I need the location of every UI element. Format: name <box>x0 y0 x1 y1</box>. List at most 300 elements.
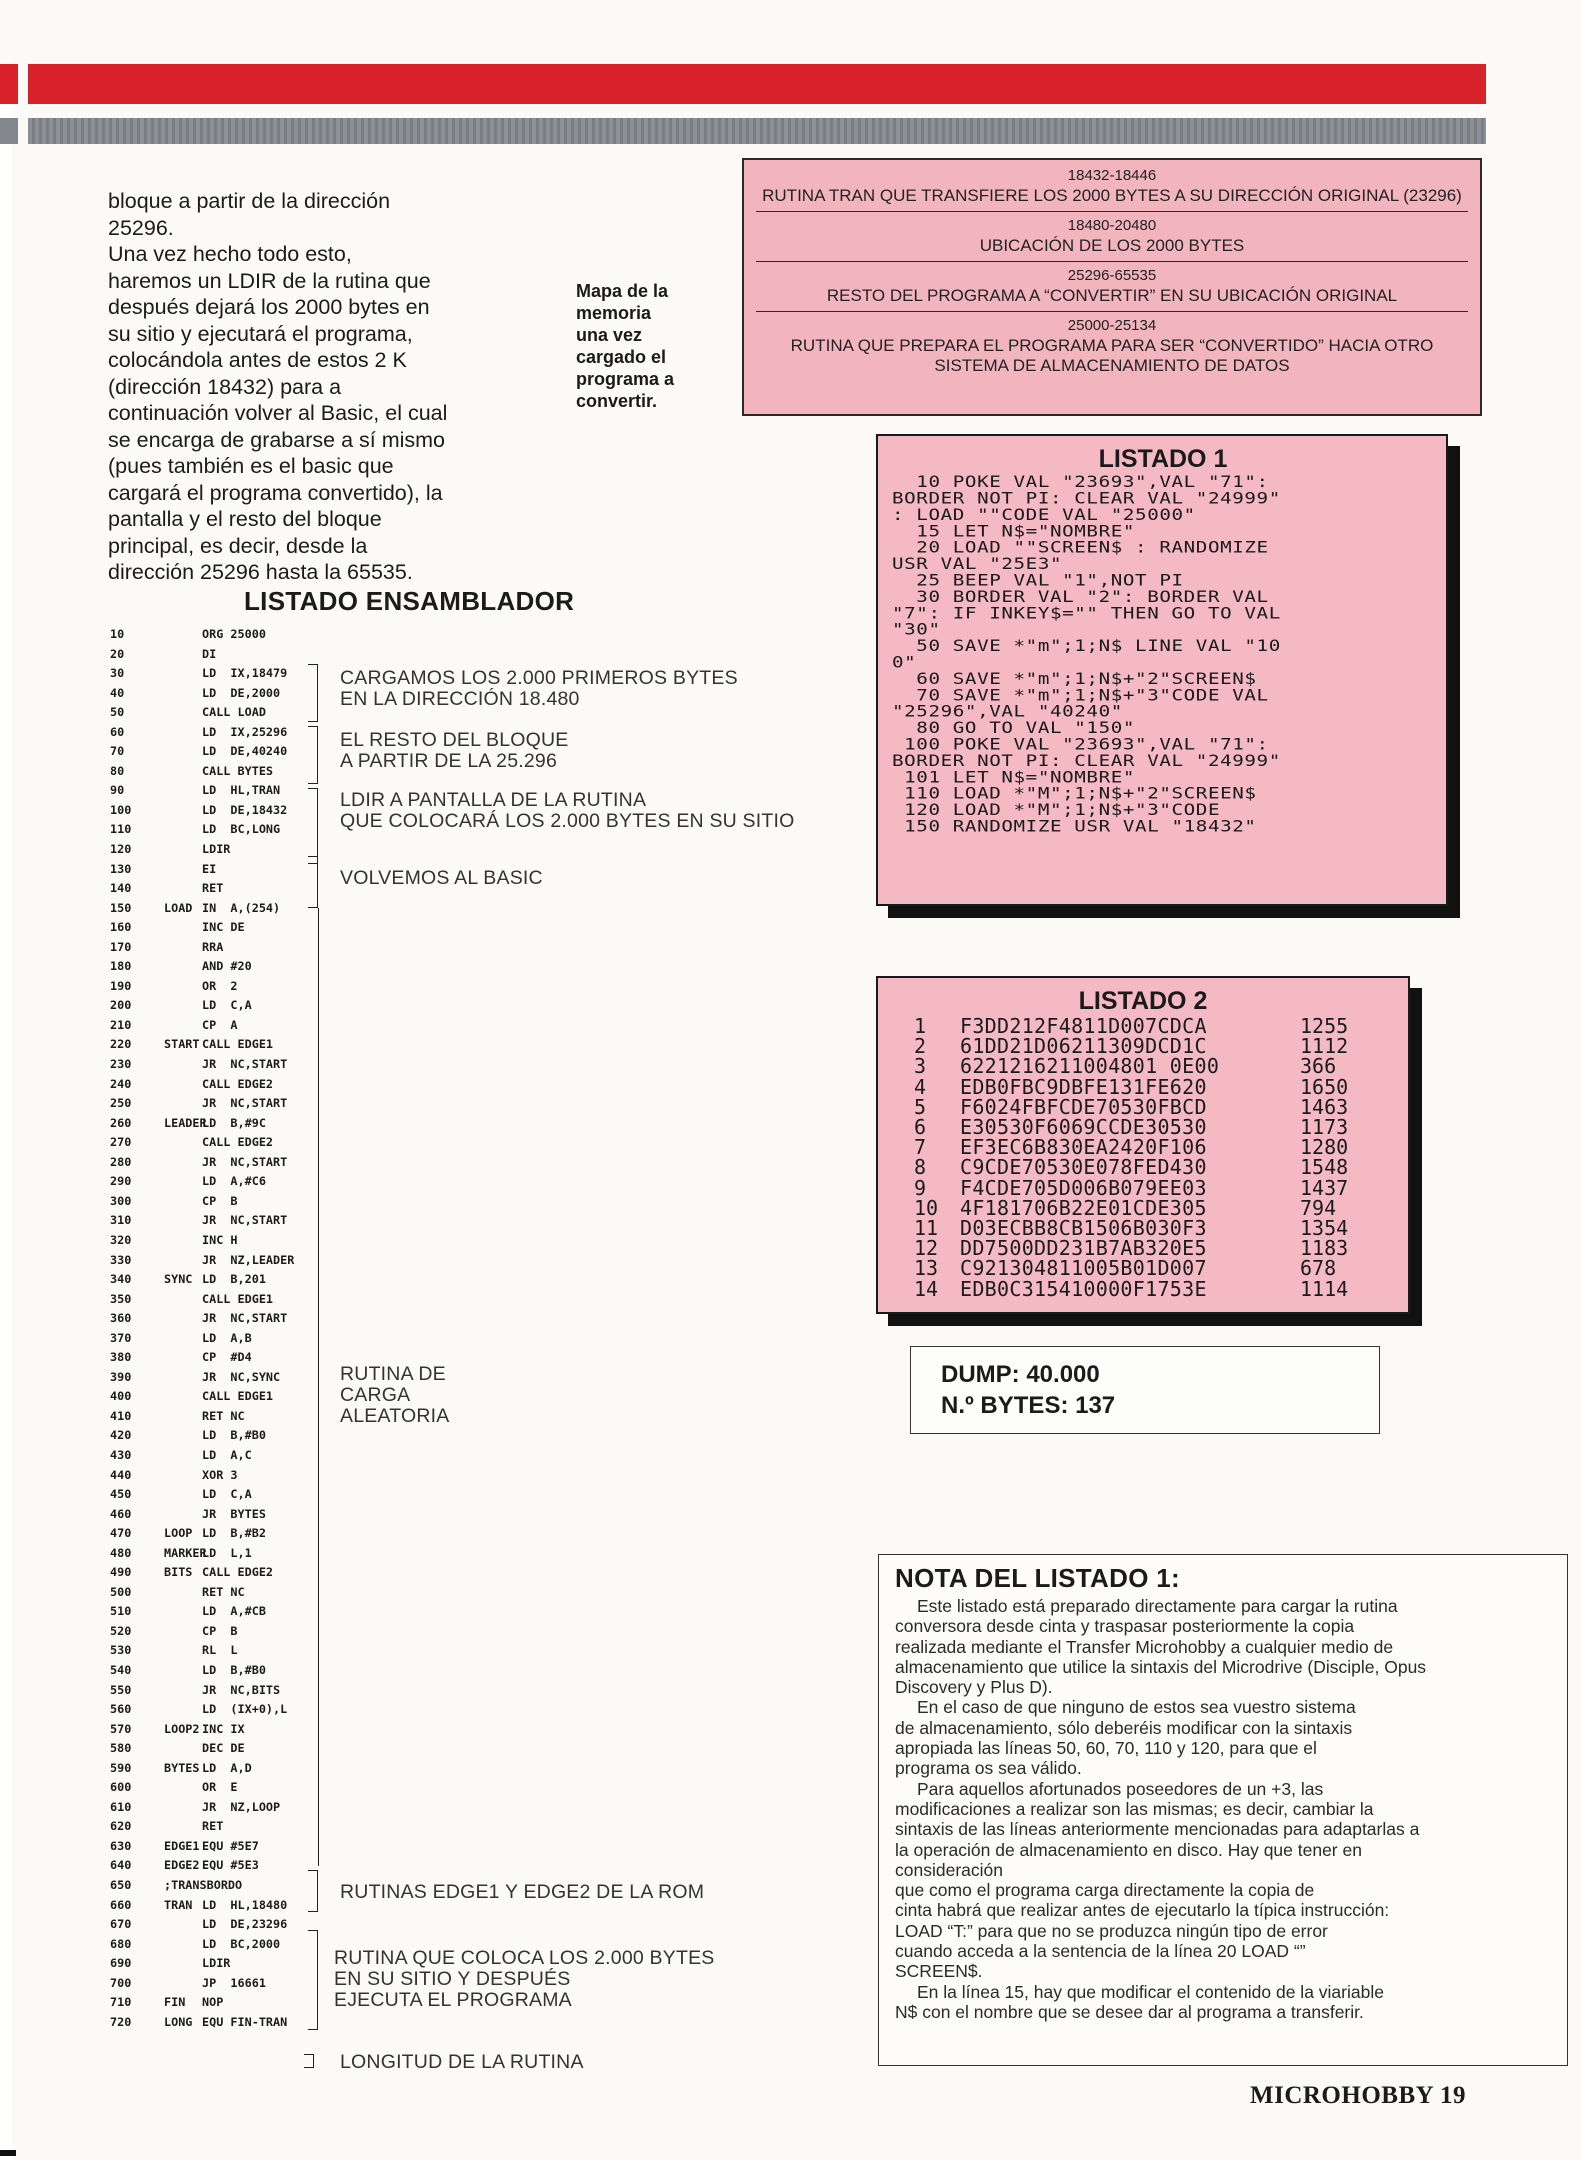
asm-line <box>110 1741 310 1761</box>
checksum: 678 <box>1300 1256 1337 1281</box>
bracket <box>308 788 318 864</box>
listado-2-title: LISTADO 2 <box>1078 987 1208 1015</box>
asm-line <box>110 1761 310 1781</box>
line-number: 5 <box>914 1094 927 1119</box>
asm-line <box>110 1917 310 1937</box>
asm-label: BYTES <box>164 1760 200 1775</box>
memory-range: 18480-20480 <box>1067 217 1157 234</box>
asm-line <box>110 1370 310 1390</box>
asm-line-number: 270 <box>110 1135 132 1150</box>
asm-line-number: 100 <box>110 802 132 817</box>
dump-box <box>910 1346 1380 1434</box>
asm-line <box>110 1819 310 1839</box>
asm-line-number: 110 <box>110 822 132 837</box>
asm-line-number: 50 <box>110 705 125 720</box>
listado-2-row <box>914 1016 1348 1036</box>
divider <box>756 261 1468 262</box>
hex-data: 61DD21D06211309DCD1C <box>960 1034 1207 1059</box>
asm-line <box>110 666 310 686</box>
listado-2-row <box>914 1238 1348 1258</box>
checksum: 1280 <box>1300 1135 1349 1160</box>
memory-map-entry <box>754 216 1470 256</box>
asm-instruction: JR NC,START <box>202 1057 288 1072</box>
asm-instruction: EQU #5E7 <box>202 1838 259 1853</box>
asm-line <box>110 1311 310 1331</box>
memory-range: 25296-65535 <box>1067 267 1157 284</box>
asm-instruction: LD B,#B0 <box>202 1428 266 1443</box>
asm-instruction: JR NC,START <box>202 1213 288 1228</box>
asm-line <box>110 1487 310 1507</box>
dump-address: DUMP: 40.000 <box>941 1361 1100 1388</box>
asm-line-number: 170 <box>110 939 132 954</box>
asm-line-number: 290 <box>110 1174 132 1189</box>
asm-instruction: JR NC,SYNC <box>202 1369 281 1384</box>
asm-instruction: LD A,B <box>202 1330 252 1345</box>
hex-data: 4F181706B22E01CDE305 <box>960 1195 1207 1220</box>
page-footer: MICROHOBBY 19 <box>1250 2082 1466 2109</box>
asm-line-number: 330 <box>110 1252 132 1267</box>
nota-box <box>878 1554 1568 2066</box>
asm-line-number: 20 <box>110 646 125 661</box>
asm-comment: RUTINA DE CARGA ALEATORIA <box>340 1363 450 1427</box>
asm-line-number: 440 <box>110 1467 132 1482</box>
asm-line <box>110 1937 310 1957</box>
asm-instruction: LD B,#B2 <box>202 1526 266 1541</box>
asm-line <box>110 1135 310 1155</box>
asm-line <box>110 1663 310 1683</box>
nota-paragraph: En el caso de que ninguno de estos sea vuestro sistema de almacenamiento, sólo deberéis modificar con la sintaxis apropiada las líneas 50, 60, 70, 110 y 120, para que el programa os sea válido. <box>895 1697 1356 1779</box>
asm-line-number: 500 <box>110 1584 132 1599</box>
asm-line-number: 490 <box>110 1565 132 1580</box>
asm-line-number: 320 <box>110 1232 132 1247</box>
checksum: 366 <box>1300 1054 1337 1079</box>
hex-data: EF3EC6B830EA2420F106 <box>960 1135 1207 1160</box>
asm-line <box>110 1722 310 1742</box>
listado-2-row <box>914 1178 1348 1198</box>
asm-instruction: DEC DE <box>202 1741 245 1756</box>
asm-line-number: 520 <box>110 1623 132 1638</box>
asm-line-number: 720 <box>110 2014 132 2029</box>
asm-label: SYNC <box>164 1272 193 1287</box>
asm-line <box>110 842 310 862</box>
asm-line <box>110 979 310 999</box>
memory-map-entry <box>754 266 1470 306</box>
listado-2-row <box>914 1077 1348 1097</box>
asm-line <box>110 1428 310 1448</box>
asm-comment: LDIR A PANTALLA DE LA RUTINA QUE COLOCARÁ LOS 2.000 BYTES EN SU SITIO <box>340 789 795 832</box>
asm-instruction: CALL EDGE2 <box>202 1565 274 1580</box>
asm-instruction: LD DE,40240 <box>202 744 288 759</box>
asm-label: LOOP2 <box>164 1721 200 1736</box>
asm-line-number: 640 <box>110 1858 132 1873</box>
asm-line <box>110 705 310 725</box>
asm-line-number: 710 <box>110 1995 132 2010</box>
asm-instruction: LD C,A <box>202 998 252 1013</box>
intro-text: bloque a partir de la dirección 25296. Una vez hecho todo esto, haremos un LDIR de la rutina que después dejará los 2000 bytes en su sitio y ejecutará el programa, colocándola antes de estos 2 K (dirección 18432) para a continuación volver al Basic, el cual se encarga de grabarse a sí mismo (pues también es el basic que cargará el programa convertido), la pantalla y el resto del bloque principal, es decir, desde la dirección 25296 hasta la 65535. <box>108 189 448 584</box>
asm-line <box>110 744 310 764</box>
asm-instruction: LD C,A <box>202 1487 252 1502</box>
asm-line-number: 210 <box>110 1017 132 1032</box>
asm-line-number: 570 <box>110 1721 132 1736</box>
memory-desc: UBICACIÓN DE LOS 2000 BYTES <box>979 236 1245 255</box>
nota-paragraph: En la línea 15, hay que modificar el contenido de la viariable N$ con el nombre que se desee dar al programa a transferir. <box>895 1981 1384 2022</box>
header-grey-bar <box>28 118 1486 144</box>
asm-comment: VOLVEMOS AL BASIC <box>340 867 543 889</box>
asm-line-number: 580 <box>110 1741 132 1756</box>
listado-2-box <box>876 976 1410 1314</box>
asm-line <box>110 1468 310 1488</box>
asm-instruction: LD IX,18479 <box>202 666 288 681</box>
asm-instruction: JP 16661 <box>202 1975 266 1990</box>
asm-line <box>110 1409 310 1429</box>
bracket <box>308 664 318 722</box>
memory-map-entry <box>754 316 1470 376</box>
asm-label: LEADER <box>164 1115 207 1130</box>
asm-line-number: 600 <box>110 1780 132 1795</box>
listado-1-title: LISTADO 1 <box>1098 445 1228 473</box>
asm-line-number: 220 <box>110 1037 132 1052</box>
asm-line-number: 70 <box>110 744 125 759</box>
asm-line <box>110 881 310 901</box>
asm-instruction: LD A,#CB <box>202 1604 266 1619</box>
asm-line <box>110 1448 310 1468</box>
hex-data: EDB0FBC9DBFE131FE620 <box>960 1074 1207 1099</box>
asm-instruction: EQU #5E3 <box>202 1858 259 1873</box>
listado-2-row <box>914 1258 1348 1278</box>
asm-instruction: LD DE,23296 <box>202 1917 288 1932</box>
asm-listing <box>110 627 310 2034</box>
asm-line <box>110 2015 310 2035</box>
dump-bytes: N.º BYTES: 137 <box>941 1392 1116 1419</box>
asm-line <box>110 1585 310 1605</box>
asm-line <box>110 1604 310 1624</box>
asm-line <box>110 1389 310 1409</box>
asm-line-number: 560 <box>110 1702 132 1717</box>
bracket <box>308 1930 318 2030</box>
asm-line <box>110 647 310 667</box>
asm-line <box>110 1956 310 1976</box>
asm-instruction: CP #D4 <box>202 1350 252 1365</box>
asm-comment: RUTINAS EDGE1 Y EDGE2 DE LA ROM <box>340 1881 705 1903</box>
hex-data: F6024FBFCDE70530FBCD <box>960 1094 1207 1119</box>
asm-instruction: JR NC,START <box>202 1096 288 1111</box>
asm-instruction: CP A <box>202 1017 238 1032</box>
asm-label: EDGE2 <box>164 1858 200 1873</box>
asm-label: FIN <box>164 1995 186 2010</box>
asm-line <box>110 862 310 882</box>
asm-line-number: 80 <box>110 763 125 778</box>
bracket <box>308 856 318 908</box>
asm-line-number: 630 <box>110 1838 132 1853</box>
listado-2-row <box>914 1198 1348 1218</box>
asm-line-number: 390 <box>110 1369 132 1384</box>
bracket <box>308 1870 318 1912</box>
asm-instruction: JR NC,START <box>202 1311 288 1326</box>
listado-2-table <box>914 1016 1348 1299</box>
asm-label: BITS <box>164 1565 193 1580</box>
asm-label: TRAN <box>164 1897 193 1912</box>
checksum: 1354 <box>1300 1216 1349 1241</box>
asm-instruction: CP B <box>202 1193 238 1208</box>
asm-line-number: 420 <box>110 1428 132 1443</box>
asm-line <box>110 1526 310 1546</box>
asm-line-number: 260 <box>110 1115 132 1130</box>
line-number: 8 <box>914 1155 927 1180</box>
line-number: 7 <box>914 1135 927 1160</box>
asm-line-number: 140 <box>110 881 132 896</box>
asm-line-number: 370 <box>110 1330 132 1345</box>
asm-line <box>110 1292 310 1312</box>
asm-instruction: ORG 25000 <box>202 627 266 641</box>
asm-instruction: LD HL,18480 <box>202 1897 288 1912</box>
asm-line-number: 400 <box>110 1389 132 1404</box>
asm-line-number: 200 <box>110 998 132 1013</box>
memory-map-caption: Mapa de la memoria una vez cargado el programa a convertir. <box>576 281 675 411</box>
asm-line <box>110 1272 310 1292</box>
asm-line-number: 60 <box>110 724 125 739</box>
asm-line <box>110 1096 310 1116</box>
memory-map-entry <box>754 166 1470 206</box>
line-number: 6 <box>914 1115 927 1140</box>
asm-line-number: 310 <box>110 1213 132 1228</box>
asm-instruction: CALL BYTES <box>202 763 274 778</box>
checksum: 1255 <box>1300 1014 1349 1038</box>
asm-instruction: LDIR <box>202 842 231 857</box>
listado-1-box <box>876 434 1448 906</box>
asm-instruction: LD A,#C6 <box>202 1174 266 1189</box>
memory-desc: RUTINA TRAN QUE TRANSFIERE LOS 2000 BYTES A SU DIRECCIÓN ORIGINAL (23296) <box>762 186 1462 205</box>
asm-instruction: CALL EDGE1 <box>202 1037 274 1052</box>
listado-2-row <box>914 1137 1348 1157</box>
asm-line-number: 670 <box>110 1917 132 1932</box>
asm-line <box>110 783 310 803</box>
line-number: 11 <box>914 1216 939 1241</box>
asm-instruction: LD BC,2000 <box>202 1936 281 1951</box>
asm-line-number: 430 <box>110 1447 132 1462</box>
hex-data: EDB0C315410000F1753E <box>960 1276 1207 1301</box>
hex-data: F3DD212F4811D007CDCA <box>960 1014 1207 1038</box>
asm-line-number: 690 <box>110 1956 132 1971</box>
checksum: 1463 <box>1300 1094 1349 1119</box>
asm-label: LOOP <box>164 1526 193 1541</box>
asm-instruction: LD IX,25296 <box>202 724 288 739</box>
header-red-bar-stub <box>0 64 18 104</box>
asm-line <box>110 920 310 940</box>
bracket <box>304 2054 314 2068</box>
memory-range: 25000-25134 <box>1067 317 1157 334</box>
asm-label: LONG <box>164 2014 193 2029</box>
intro-paragraph <box>108 188 568 586</box>
asm-line-number: 40 <box>110 685 125 700</box>
asm-line <box>110 1037 310 1057</box>
asm-instruction: CALL EDGE2 <box>202 1076 274 1091</box>
hex-data: D03ECBB8CB1506B030F3 <box>960 1216 1207 1241</box>
asm-line-number: 590 <box>110 1760 132 1775</box>
memory-desc: RUTINA QUE PREPARA EL PROGRAMA PARA SER “CONVERTIDO” HACIA OTRO SISTEMA DE ALMACENAMIENTO DE DATOS <box>790 336 1434 375</box>
asm-instruction: RET NC <box>202 1408 245 1423</box>
asm-line-number: 190 <box>110 978 132 993</box>
asm-line-number: 130 <box>110 861 132 876</box>
checksum: 1650 <box>1300 1074 1349 1099</box>
line-number: 2 <box>914 1034 927 1059</box>
asm-line <box>110 1507 310 1527</box>
asm-line <box>110 940 310 960</box>
asm-line <box>110 764 310 784</box>
asm-instruction: LD L,1 <box>202 1545 252 1560</box>
listado-2-row <box>914 1157 1348 1177</box>
asm-instruction: CALL EDGE1 <box>202 1291 274 1306</box>
header-grey-bar-stub <box>0 118 18 144</box>
asm-instruction: LD A,D <box>202 1760 252 1775</box>
asm-instruction: RRA <box>202 939 224 954</box>
hex-data: F4CDE705D006B079EE03 <box>960 1175 1207 1200</box>
asm-line-number: 360 <box>110 1311 132 1326</box>
asm-instruction: LDIR <box>202 1956 231 1971</box>
asm-instruction: LD (IX+0),L <box>202 1702 288 1717</box>
asm-instruction: RET NC <box>202 1584 245 1599</box>
line-number: 14 <box>914 1276 939 1301</box>
line-number: 9 <box>914 1175 927 1200</box>
checksum: 794 <box>1300 1195 1337 1220</box>
asm-instruction: LD B,201 <box>202 1272 266 1287</box>
hex-data: DD7500DD231B7AB320E5 <box>960 1236 1207 1261</box>
checksum: 1183 <box>1300 1236 1349 1261</box>
asm-line <box>110 1331 310 1351</box>
asm-comment: RUTINA QUE COLOCA LOS 2.000 BYTES EN SU SITIO Y DESPUÉS EJECUTA EL PROGRAMA <box>334 1947 715 2011</box>
hex-data: C9CDE70530E078FED430 <box>960 1155 1207 1180</box>
line-number: 4 <box>914 1074 927 1099</box>
asm-line <box>110 959 310 979</box>
listado-2-row <box>914 1279 1348 1299</box>
hex-data: C921304811005B01D007 <box>960 1256 1207 1281</box>
asm-label: EDGE1 <box>164 1838 200 1853</box>
asm-line <box>110 627 310 647</box>
asm-line-number: 160 <box>110 920 132 935</box>
asm-instruction: INC DE <box>202 920 245 935</box>
asm-line-number: 660 <box>110 1897 132 1912</box>
asm-instruction: JR NC,START <box>202 1154 288 1169</box>
asm-line <box>110 1976 310 1996</box>
asm-line <box>110 1077 310 1097</box>
asm-line-number: 120 <box>110 842 132 857</box>
asm-instruction: CALL EDGE1 <box>202 1389 274 1404</box>
asm-line-number: 450 <box>110 1487 132 1502</box>
checksum: 1548 <box>1300 1155 1349 1180</box>
asm-line <box>110 822 310 842</box>
memory-map-box <box>742 158 1482 416</box>
asm-line-number: 700 <box>110 1975 132 1990</box>
asm-instruction: INC H <box>202 1232 238 1247</box>
line-number: 12 <box>914 1236 939 1261</box>
asm-line-number: 550 <box>110 1682 132 1697</box>
asm-instruction: LD BC,LONG <box>202 822 281 837</box>
asm-line-number: 610 <box>110 1799 132 1814</box>
asm-line <box>110 1702 310 1722</box>
line-number: 1 <box>914 1014 927 1038</box>
asm-instruction: NOP <box>202 1995 224 2010</box>
nota-title: NOTA DEL LISTADO 1: <box>895 1563 1180 1593</box>
asm-line <box>110 1780 310 1800</box>
asm-instruction: XOR 3 <box>202 1467 238 1482</box>
asm-line-number: 240 <box>110 1076 132 1091</box>
hex-data: E30530F6069CCDE30530 <box>960 1115 1207 1140</box>
asm-line <box>110 803 310 823</box>
asm-line-number: 480 <box>110 1545 132 1560</box>
asm-line <box>110 1116 310 1136</box>
asm-label: ;TRANSBORDO <box>164 1878 243 1892</box>
asm-instruction: LD HL,TRAN <box>202 783 281 798</box>
nota-paragraph: Este listado está preparado directamente para cargar la rutina conversora desde cinta y traspasar posteriormente la copia realizada mediante el Transfer Microhobby a cualquier medio de almacenamiento que utilice la sintaxis del Microdrive (Disciple, Opus Discovery y Plus D). <box>895 1596 1427 1698</box>
listado-2-row <box>914 1218 1348 1238</box>
header-red-bar <box>28 64 1486 104</box>
asm-label: MARKER <box>164 1545 207 1560</box>
asm-line <box>110 1194 310 1214</box>
asm-line-number: 10 <box>110 627 125 641</box>
asm-instruction: JR NZ,LEADER <box>202 1252 295 1267</box>
asm-instruction: LD A,C <box>202 1447 252 1462</box>
bracket-line <box>318 908 319 1866</box>
asm-instruction: OR 2 <box>202 978 238 993</box>
asm-instruction: CP B <box>202 1623 238 1638</box>
asm-line-number: 250 <box>110 1096 132 1111</box>
asm-line <box>110 1995 310 2015</box>
asm-comment: CARGAMOS LOS 2.000 PRIMEROS BYTES EN LA DIRECCIÓN 18.480 <box>340 667 738 710</box>
asm-instruction: OR E <box>202 1780 238 1795</box>
asm-instruction: IN A,(254) <box>202 900 281 915</box>
asm-line <box>110 1253 310 1273</box>
asm-line-number: 540 <box>110 1662 132 1677</box>
page-edge <box>0 60 12 2160</box>
asm-line-number: 680 <box>110 1936 132 1951</box>
listado-2-row <box>914 1056 1348 1076</box>
asm-line <box>110 901 310 921</box>
checksum: 1437 <box>1300 1175 1349 1200</box>
asm-instruction: LD DE,18432 <box>202 802 288 817</box>
checksum: 1114 <box>1300 1276 1349 1301</box>
asm-instruction: LD B,#B0 <box>202 1662 266 1677</box>
checksum: 1173 <box>1300 1115 1349 1140</box>
asm-line <box>110 1683 310 1703</box>
memory-desc: RESTO DEL PROGRAMA A “CONVERTIR” EN SU UBICACIÓN ORIGINAL <box>826 286 1398 305</box>
asm-instruction: RET <box>202 881 224 896</box>
asm-instruction: DI <box>202 646 217 661</box>
asm-line-number: 460 <box>110 1506 132 1521</box>
asm-instruction: EI <box>202 861 217 876</box>
asm-line-number: 380 <box>110 1350 132 1365</box>
page-corner-mark <box>0 2150 16 2156</box>
line-number: 13 <box>914 1256 939 1281</box>
asm-line-number: 180 <box>110 959 132 974</box>
asm-line-number: 410 <box>110 1408 132 1423</box>
asm-instruction: LD DE,2000 <box>202 685 281 700</box>
asm-label: LOAD <box>164 900 193 915</box>
line-number: 3 <box>914 1054 927 1079</box>
asm-line <box>110 1643 310 1663</box>
asm-line <box>110 1878 310 1898</box>
listado-2-row <box>914 1097 1348 1117</box>
line-number: 10 <box>914 1195 939 1220</box>
asm-line <box>110 1213 310 1233</box>
listado-1-code: 10 POKE VAL "23693",VAL "71": BORDER NOT PI: CLEAR VAL "24999" : LOAD ""CODE VAL "25000" 15 LET N$="NOMBRE" 20 LOAD ""SCREEN$ : RANDOMIZE USR VAL "25E3" 25 BEEP VAL "1",NOT PI 30 BORDER VAL "2": BORDER VAL "7": IF INKEY$="" THEN GO TO VAL "30" 50 SAVE *"m";1;N$ LINE VAL "10 0" 60 SAVE *"m";1;N$+"2"SCREEN$ 70 SAVE *"m";1;N$+"3"CODE VAL "25296",VAL "40240" 80 GO TO VAL "150" 100 POKE VAL "23693",VAL "71": BORDER NOT PI: CLEAR VAL "24999" 101 LET N$="NOMBRE" 110 LOAD *"M";1;N$+"2"SCREEN$ 120 LOAD *"M";1;N$+"3"CODE 150 RANDOMIZE USR VAL "18432" <box>892 472 1281 836</box>
asm-comment: LONGITUD DE LA RUTINA <box>340 2051 584 2073</box>
asm-instruction: CALL EDGE2 <box>202 1135 274 1150</box>
asm-line-number: 510 <box>110 1604 132 1619</box>
asm-line-number: 230 <box>110 1057 132 1072</box>
asm-line <box>110 1565 310 1585</box>
asm-instruction: LD B,#9C <box>202 1115 266 1130</box>
asm-line <box>110 1057 310 1077</box>
asm-line <box>110 998 310 1018</box>
